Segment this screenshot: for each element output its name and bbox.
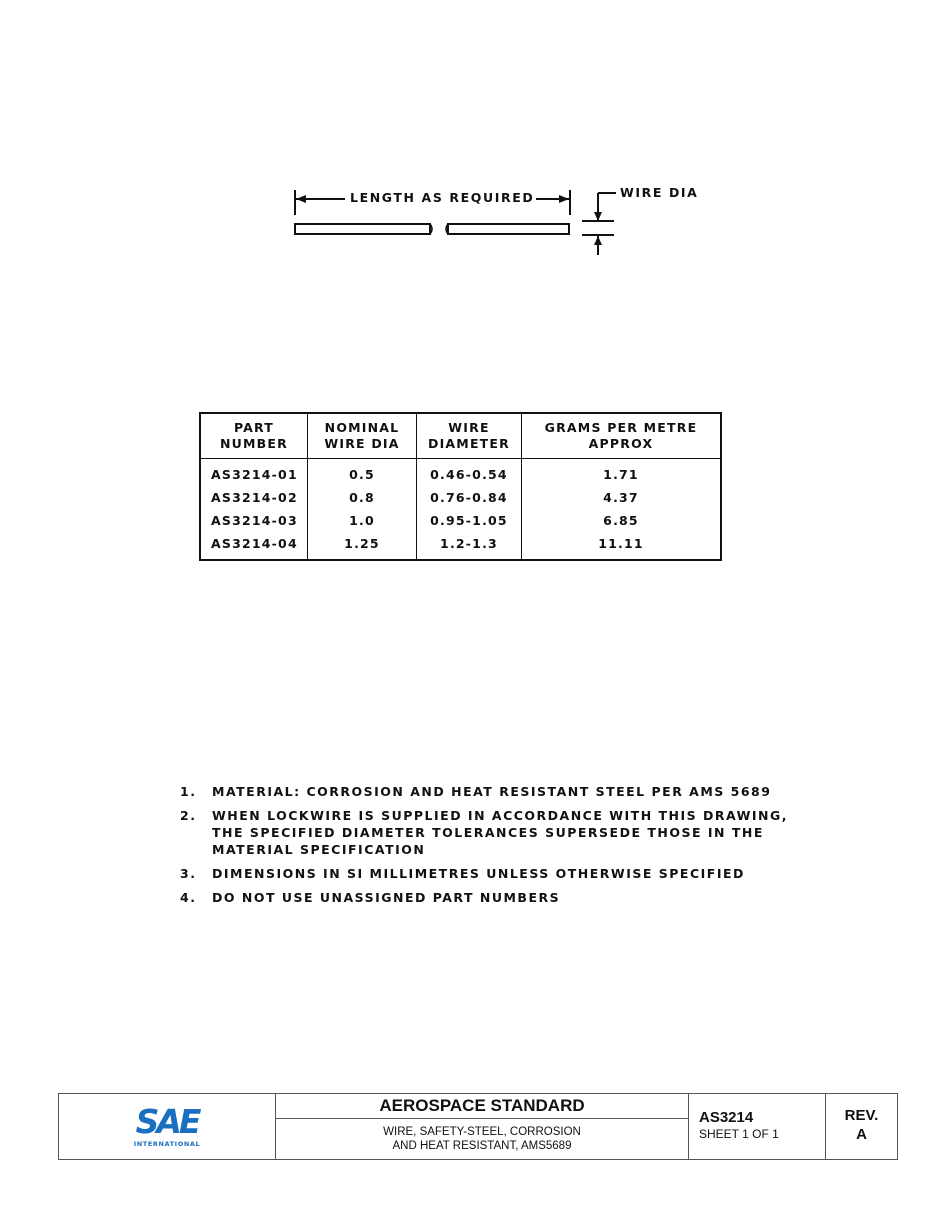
sae-logo-subtitle: INTERNATIONAL	[133, 1140, 201, 1148]
header-line: APPROX	[588, 436, 654, 451]
sae-logo	[59, 1094, 276, 1159]
note-text	[212, 889, 820, 906]
grams-per-metre-cell: 1.71	[522, 459, 722, 487]
note-number: 4.	[180, 890, 197, 905]
note-item	[180, 783, 820, 800]
wire-dia-label: WIRE DIA	[620, 185, 699, 200]
header-grams-per-metre	[522, 413, 722, 459]
header-line: NUMBER	[220, 436, 288, 451]
length-arrow-right	[559, 195, 569, 203]
wire-diameter-cell: 0.95-1.05	[417, 509, 522, 532]
note-item	[180, 865, 820, 882]
standard-type: AEROSPACE STANDARD	[276, 1094, 688, 1119]
wire-diameter-cell: 1.2-1.3	[417, 532, 522, 560]
note-text	[212, 865, 820, 882]
document-number-cell	[689, 1094, 826, 1159]
grams-per-metre-cell: 6.85	[522, 509, 722, 532]
length-label: LENGTH AS REQUIRED	[350, 190, 535, 205]
part-number-table	[199, 412, 722, 561]
title-block	[58, 1093, 898, 1160]
header-line: GRAMS PER METRE	[544, 420, 698, 435]
note-line: DIMENSIONS IN SI MILLIMETRES UNLESS OTHERWISE SPECIFIED	[212, 866, 745, 881]
note-line: DO NOT USE UNASSIGNED PART NUMBERS	[212, 890, 561, 905]
part-number-cell: AS3214-02	[200, 486, 308, 509]
note-line: WHEN LOCKWIRE IS SUPPLIED IN ACCORDANCE WITH THIS DRAWING,	[212, 808, 789, 823]
description-line-2: AND HEAT RESISTANT, AMS5689	[392, 1140, 572, 1152]
grams-per-metre-cell: 4.37	[522, 486, 722, 509]
dia-arrow-bottom	[594, 236, 602, 245]
note-item	[180, 807, 820, 858]
note-line: THE SPECIFIED DIAMETER TOLERANCES SUPERSEDE THOSE IN THE	[212, 825, 764, 840]
notes-list	[180, 783, 820, 913]
table-header-row	[200, 413, 721, 459]
header-wire-diameter	[417, 413, 522, 459]
revision-value: A	[856, 1126, 867, 1143]
wire-segment-right	[448, 224, 569, 234]
part-number-cell: AS3214-01	[200, 459, 308, 487]
note-number: 2.	[180, 808, 197, 823]
grams-per-metre-cell: 11.11	[522, 532, 722, 560]
title-cell	[276, 1094, 689, 1159]
sae-logo-mark: SAE	[135, 1102, 199, 1141]
header-part-number	[200, 413, 308, 459]
table-row	[200, 459, 721, 487]
header-line: PART	[233, 420, 275, 435]
revision-cell	[826, 1094, 897, 1159]
header-line: DIAMETER	[428, 436, 510, 451]
note-text	[212, 807, 820, 858]
note-line: MATERIAL: CORROSION AND HEAT RESISTANT STEEL PER AMS 5689	[212, 784, 772, 799]
part-description	[276, 1119, 688, 1159]
dia-arrow-top	[594, 212, 602, 221]
wire-drawing	[280, 175, 720, 265]
description-line-1: WIRE, SAFETY-STEEL, CORROSION	[383, 1126, 581, 1138]
note-line: MATERIAL SPECIFICATION	[212, 842, 426, 857]
table-row	[200, 486, 721, 509]
table-row	[200, 509, 721, 532]
header-line: NOMINAL	[324, 420, 400, 435]
header-line: WIRE	[448, 420, 490, 435]
table-row	[200, 532, 721, 560]
nominal-dia-cell: 0.5	[308, 459, 417, 487]
length-arrow-left	[296, 195, 306, 203]
wire-diameter-cell: 0.76-0.84	[417, 486, 522, 509]
nominal-dia-cell: 1.25	[308, 532, 417, 560]
document-number: AS3214	[699, 1109, 754, 1126]
revision-label: REV.	[844, 1107, 879, 1124]
nominal-dia-cell: 1.0	[308, 509, 417, 532]
header-line: WIRE DIA	[324, 436, 400, 451]
part-number-cell: AS3214-04	[200, 532, 308, 560]
nominal-dia-cell: 0.8	[308, 486, 417, 509]
note-text	[212, 783, 820, 800]
header-nominal-wire-dia	[308, 413, 417, 459]
part-number-cell: AS3214-03	[200, 509, 308, 532]
note-number: 1.	[180, 784, 197, 799]
note-number: 3.	[180, 866, 197, 881]
wire-diameter-cell: 0.46-0.54	[417, 459, 522, 487]
sheet-number: SHEET 1 OF 1	[699, 1127, 779, 1141]
wire-segment-left	[295, 224, 430, 234]
note-item	[180, 889, 820, 906]
